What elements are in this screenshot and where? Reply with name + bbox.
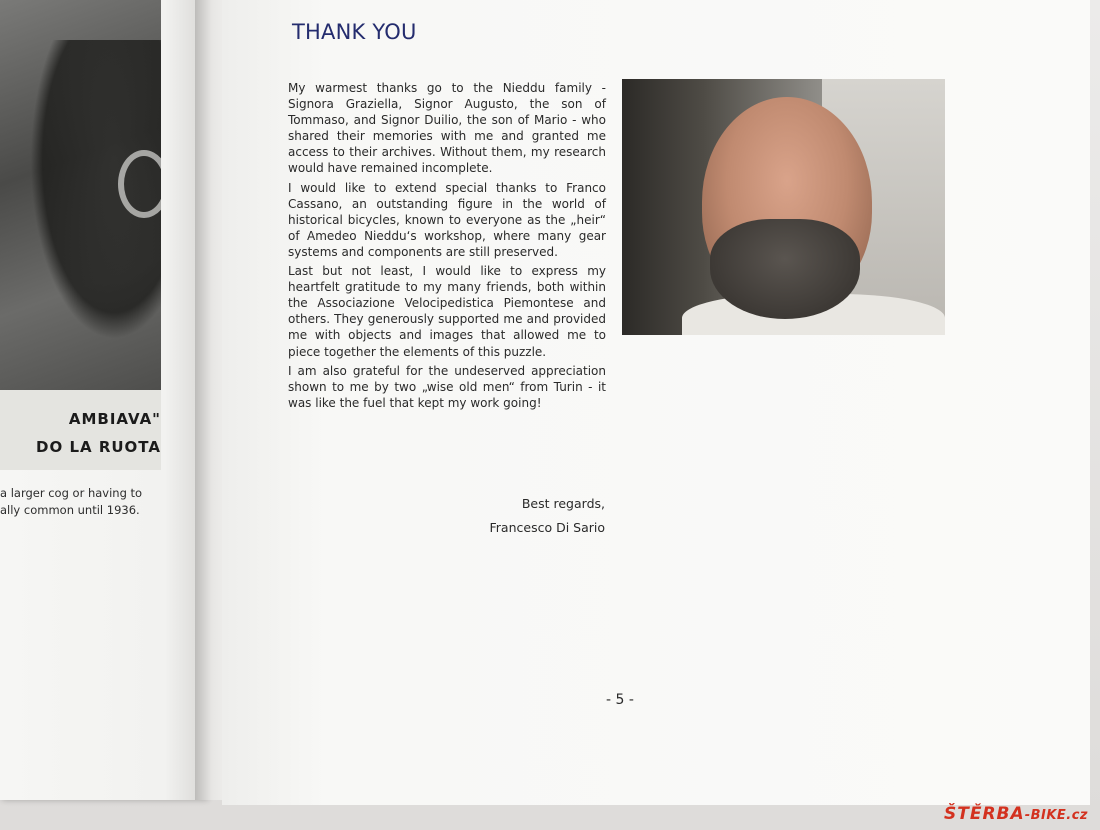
portrait-beard: [710, 219, 860, 319]
author-signature: Francesco Di Sario: [489, 520, 605, 535]
paragraph-2: I would like to extend special thanks to Franco Cassano, an outstanding figure in the world of historical bicycles, known to everyone as the „heir“ of Amedeo Nieddu‘s workshop, where many gear systems and components are still preserved.: [288, 180, 606, 259]
page-number: - 5 -: [606, 692, 634, 708]
left-page: [0, 0, 206, 800]
watermark-suffix: -BIKE.cz: [1024, 808, 1088, 823]
watermark-brand: ŠTĚRBA: [944, 804, 1025, 824]
watermark-logo: [944, 804, 1088, 824]
left-page-text-line-2: ally common until 1936.: [0, 503, 140, 517]
left-page-text-line-1: a larger cog or having to: [0, 486, 143, 500]
photo-caption-line-2: DO LA RUOTA: [36, 438, 161, 456]
photo-caption-line-1: AMBIAVA": [68, 410, 161, 428]
page-title: THANK YOU: [292, 20, 417, 44]
photo-caption-strip: [0, 390, 161, 470]
vintage-car-photo: [0, 0, 161, 470]
paragraph-3: Last but not least, I would like to express my heartfelt gratitude to my many friends, both within the Associazione Velocipedistica Piemontese and others. They generously supported me and provided me with objects and images that allowed me to piece together the elements of this puzzle.: [288, 264, 606, 359]
thank-you-body: [288, 80, 606, 414]
closing-line: Best regards,: [521, 496, 605, 511]
author-portrait: [622, 79, 945, 335]
car-wheel: [118, 150, 161, 218]
paragraph-1: My warmest thanks go to the Nieddu family - Signora Graziella, Signor Augusto, the son of Tommaso, and Signor Duilio, the son of Mario - who shared their memories with me and granted me access to their archives. Without them, my research would have remained incomplete.: [288, 81, 606, 176]
paragraph-4: I am also grateful for the undeserved appreciation shown to me by two „wise old men“ from Turin - it was like the fuel that kept my work going!: [288, 363, 606, 410]
